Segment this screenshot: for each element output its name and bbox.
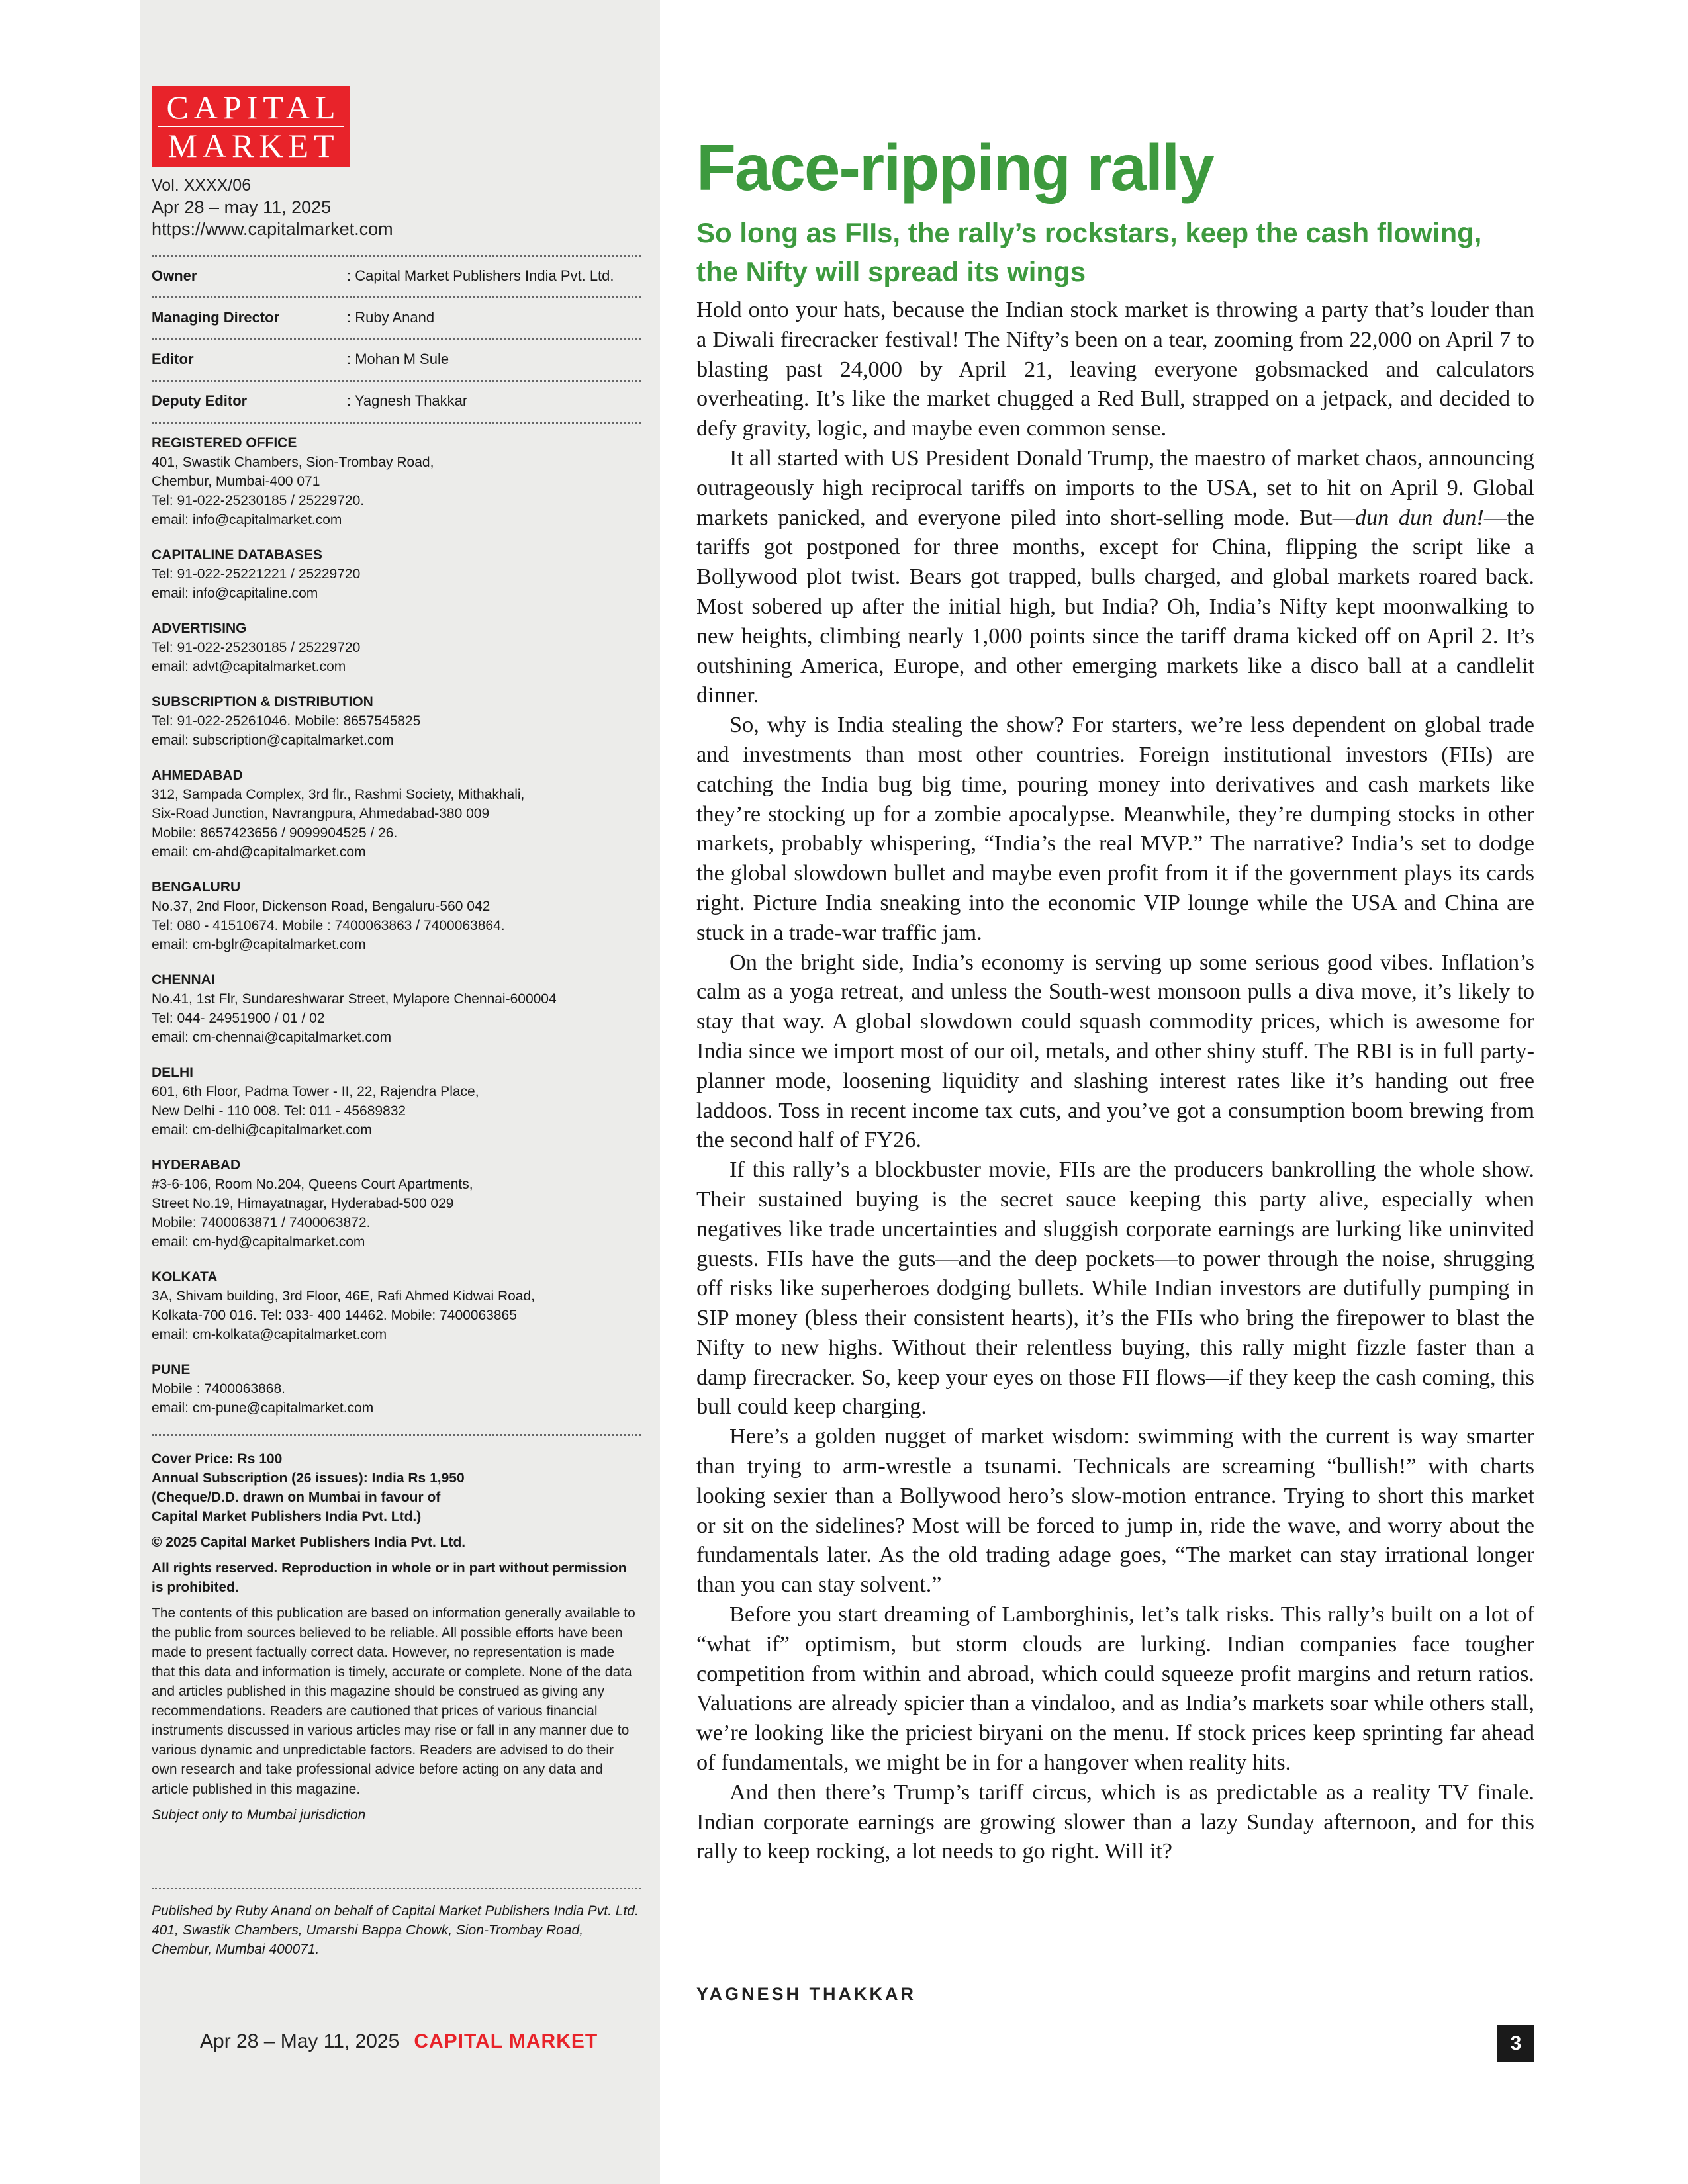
office-ahmedabad xyxy=(152,766,641,862)
office-name: SUBSCRIPTION & DISTRIBUTION xyxy=(152,694,373,709)
staff-list xyxy=(152,255,641,424)
cheque-note-2: Capital Market Publishers India Pvt. Ltd.) xyxy=(152,1509,422,1524)
office-email[interactable]: email: cm-hyd@capitalmarket.com xyxy=(152,1234,365,1250)
office-email[interactable]: email: cm-kolkata@capitalmarket.com xyxy=(152,1327,387,1342)
staff-role: Owner xyxy=(152,267,197,284)
office-line: No.41, 1st Flr, Sundareshwarar Street, Mylapore Chennai-600004 xyxy=(152,991,557,1007)
office-name: KOLKATA xyxy=(152,1269,218,1285)
office-name: CHENNAI xyxy=(152,972,215,987)
office-line: Tel: 044- 24951900 / 01 / 02 xyxy=(152,1011,325,1026)
office-capitaline xyxy=(152,545,641,603)
office-line: Tel: 91-022-25221221 / 25229720 xyxy=(152,567,361,582)
office-bengaluru xyxy=(152,878,641,954)
office-line: 401, Swastik Chambers, Sion-Trombay Road, xyxy=(152,455,434,470)
staff-role: Deputy Editor xyxy=(152,392,248,409)
office-name: REGISTERED OFFICE xyxy=(152,435,297,451)
staff-name: : Mohan M Sule xyxy=(347,351,449,367)
office-line: 312, Sampada Complex, 3rd flr., Rashmi Society, Mithakhali, xyxy=(152,787,525,802)
footer-brand: CAPITAL MARKET xyxy=(414,2030,598,2052)
office-subscription xyxy=(152,692,641,750)
footer-left xyxy=(200,2030,598,2053)
office-directory xyxy=(152,433,641,1433)
disclaimer: The contents of this publication are based on information generally available to the public from sources believed to be reliable. All possible efforts have been made to present factually correct data. However, no representation is made that this data and information is timely, accurate or complete. None of the data and articles published in this magazine should be construed as giving any recommendations. Readers are cautioned that prices of various financial instruments discussed in various articles may rise or fall in any manner due to various dynamic and unpredictable factors. Readers are advised to do their own research and take professional advice before acting on any data and article published in this magazine. xyxy=(152,1606,635,1797)
office-name: PUNE xyxy=(152,1362,191,1377)
office-name: HYDERABAD xyxy=(152,1158,241,1173)
office-email[interactable]: email: subscription@capitalmarket.com xyxy=(152,733,394,748)
office-email[interactable]: email: cm-delhi@capitalmarket.com xyxy=(152,1122,372,1138)
copyright: © 2025 Capital Market Publishers India Pvt. Ltd. xyxy=(152,1535,466,1550)
article-paragraph: And then there’s Trump’s tariff circus, which is as predictable as a reality TV finale. Indian corporate earnings are growing slower than a lazy Sunday afternoon, and for this rally to keep rocking, a lot needs to go right. Will it? xyxy=(696,1779,1534,1864)
issue-info xyxy=(152,175,393,240)
cover-price: Cover Price: Rs 100 xyxy=(152,1451,283,1467)
article-headline: Face-ripping rally xyxy=(696,131,1213,204)
office-email[interactable]: email: info@capitaline.com xyxy=(152,586,318,601)
staff-row-deputy-editor xyxy=(152,380,641,424)
rights-notice: All rights reserved. Reproduction in whole or in part without permission is prohibited. xyxy=(152,1561,627,1595)
staff-name: : Ruby Anand xyxy=(347,309,435,326)
deck-line-1: So long as FIIs, the rally’s rockstars, keep the cash flowing, xyxy=(696,217,1482,248)
author-byline: YAGNESH THAKKAR xyxy=(696,1984,917,2004)
office-line: Tel: 91-022-25261046. Mobile: 8657545825 xyxy=(152,713,421,729)
office-line: Street No.19, Himayatnagar, Hyderabad-500 029 xyxy=(152,1196,454,1211)
staff-row-owner xyxy=(152,255,641,296)
office-line: Mobile: 7400063871 / 7400063872. xyxy=(152,1215,371,1230)
staff-name: : Yagnesh Thakkar xyxy=(347,392,468,409)
office-email[interactable]: email: info@capitalmarket.com xyxy=(152,512,342,527)
annual-subscription: Annual Subscription (26 issues): India Rs 1,950 xyxy=(152,1471,465,1486)
office-line: #3-6-106, Room No.204, Queens Court Apartments, xyxy=(152,1177,473,1192)
volume-number: Vol. XXXX/06 xyxy=(152,176,252,195)
footer-date: Apr 28 – May 11, 2025 xyxy=(200,2030,400,2052)
office-line: 3A, Shivam building, 3rd Floor, 46E, Rafi Ahmed Kidwai Road, xyxy=(152,1289,535,1304)
office-line: Tel: 91-022-25230185 / 25229720 xyxy=(152,640,361,655)
office-hyderabad xyxy=(152,1156,641,1251)
office-name: DELHI xyxy=(152,1065,193,1080)
paragraph-text: It all started with US President Donald Trump, the maestro of market chaos, announcing outrageously high reciprocal tariffs on imports to the USA, set to hit on April 9. Global markets panicked, and everyone piled into short-selling mode. But— xyxy=(696,445,1534,530)
office-line: 601, 6th Floor, Padma Tower - II, 22, Rajendra Place, xyxy=(152,1084,479,1099)
website-link[interactable]: https://www.capitalmarket.com xyxy=(152,219,393,239)
article-paragraph: Before you start dreaming of Lamborghinis, let’s talk risks. This rally’s built on a lot of “what if” optimism, but storm clouds are lurking. Indian companies face tougher competition from within and abroad, which could squeeze profit margins and return ratios. Valuations are already spicier than a vindaloo, and as India’s markets soar while others stall, we’re looking like the priciest biryani on the menu. If stock prices keep sprinting far ahead of fundamentals, we might be in for a hangover when reality hits. xyxy=(696,1602,1534,1776)
article-paragraph: Here’s a golden nugget of market wisdom: swimming with the current is way smarter than trying to arm-wrestle a tsunami. Technicals are screaming “bullish!” with charts looking sexier than a Bollywood hero’s slow-motion entrance. Trying to short this market or sit on the sidelines? Most will be forced to jump in, ride the wave, and worry about the fundamentals later. As the old trading adage goes, “The market can stay irrational longer than you can stay solvent.” xyxy=(696,1424,1534,1598)
article-body xyxy=(696,295,1534,1866)
office-email[interactable]: email: cm-ahd@capitalmarket.com xyxy=(152,844,366,860)
office-line: Tel: 080 - 41510674. Mobile : 7400063863 / 7400063864. xyxy=(152,918,505,933)
capital-market-logo xyxy=(152,86,350,167)
cheque-note: (Cheque/D.D. drawn on Mumbai in favour of xyxy=(152,1490,441,1505)
office-chennai xyxy=(152,970,641,1047)
article-paragraph: So, why is India stealing the show? For starters, we’re less dependent on global trade and investments than most other countries. Foreign institutional investors (FIIs) are catching the India bug big time, pouring money into derivatives and cash markets like they’re stocking up for a zombie apocalypse. Meanwhile, they’re dumping stocks in other markets, probably whispering, “India’s the real MVP.” The narrative? India’s set to dodge the global slowdown bullet and maybe even profit from it if the government plays its cards right. Picture India sneaking into the economic VIP lounge while the USA and China are stuck in a trade-war traffic jam. xyxy=(696,712,1534,945)
office-line: Mobile : 7400063868. xyxy=(152,1381,285,1396)
office-advertising xyxy=(152,619,641,676)
office-name: CAPITALINE DATABASES xyxy=(152,547,322,563)
staff-row-managing-director xyxy=(152,296,641,338)
logo-word-capital: CAPITAL xyxy=(166,89,341,126)
office-email[interactable]: email: advt@capitalmarket.com xyxy=(152,659,346,674)
logo-word-market: MARKET xyxy=(167,127,340,164)
deck-line-2: the Nifty will spread its wings xyxy=(696,256,1086,287)
article-paragraph: If this rally’s a blockbuster movie, FIIs are the producers bankrolling the whole show. Their sustained buying is the secret sauce keeping this party alive, especially when negatives like trade uncertainties and sluggish corporate earnings are lurking like uninvited guests. FIIs have the guts—and the deep pockets—to power through the noise, shrugging off risks like superheroes dodging bullets. While Indian investors are dutifully pumping in SIP money (bless their consistent hearts), it’s the FIIs who bring the firepower to blast the Nifty to new highs. Without their relentless buying, this rally might fizzle faster than a damp firecracker. So, keep your eyes on those FII flows—if they keep the cash coming, this bull could keep charging. xyxy=(696,1157,1534,1420)
staff-row-editor xyxy=(152,338,641,380)
emphasis-text: dun dun dun! xyxy=(1354,504,1484,530)
office-line: Chembur, Mumbai-400 071 xyxy=(152,474,320,489)
article-paragraph: On the bright side, India’s economy is serving up some serious good vibes. Inflation’s calm as a yoga retreat, and unless the South-west monsoon pulls a diva move, it’s likely to stay that way. A global slowdown could squash commodity prices, which is awesome for India since we import most of our oil, metals, and other shiny stuff. The RBI is in full party-planner mode, loosening liquidity and slashing interest rates like it’s handing out free laddoos. Toss in recent income tax cuts, and you’ve got a consumption boom brewing from the second half of FY26. xyxy=(696,949,1534,1153)
office-name: BENGALURU xyxy=(152,880,241,895)
office-line: Six-Road Junction, Navrangpura, Ahmedabad-380 009 xyxy=(152,806,490,821)
office-email[interactable]: email: cm-pune@capitalmarket.com xyxy=(152,1400,374,1416)
office-line: Mobile: 8657423656 / 9099904525 / 26. xyxy=(152,825,398,841)
office-email[interactable]: email: cm-chennai@capitalmarket.com xyxy=(152,1030,392,1045)
office-line: Kolkata-700 016. Tel: 033- 400 14462. Mobile: 7400063865 xyxy=(152,1308,517,1323)
office-delhi xyxy=(152,1063,641,1140)
office-email[interactable]: email: cm-bglr@capitalmarket.com xyxy=(152,937,366,952)
office-registered xyxy=(152,433,641,529)
office-pune xyxy=(152,1360,641,1418)
office-line: New Delhi - 110 008. Tel: 011 - 45689832 xyxy=(152,1103,406,1118)
pricing-block xyxy=(152,1434,641,1825)
issue-date: Apr 28 – may 11, 2025 xyxy=(152,197,332,217)
paragraph-text: —the tariffs got postponed for three months, except for China, flipping the script like a Bollywood plot twist. Bears got trapped, bulls charged, and global markets roared back. Most sobered up after the initial high, but India? Oh, India’s Nifty kept moonwalking to new heights, climbing nearly 1,000 points since the tariff drama kicked off on April 2. It’s outshining America, Europe, and other emerging markets like a disco ball at a candlelit dinner. xyxy=(696,504,1535,708)
office-name: AHMEDABAD xyxy=(152,768,243,783)
staff-name: : Capital Market Publishers India Pvt. Ltd. xyxy=(347,267,614,284)
jurisdiction: Subject only to Mumbai jurisdiction xyxy=(152,1807,366,1823)
page-number: 3 xyxy=(1497,2025,1534,2062)
office-kolkata xyxy=(152,1267,641,1344)
article-paragraph: Hold onto your hats, because the Indian stock market is throwing a party that’s louder than a Diwali firecracker festival! The Nifty’s been on a tear, zooming from 22,000 on April 7 to blasting past 24,000 by April 21, leaving everyone gobsmacked and calculators overheating. It’s like the market chugged a Red Bull, strapped on a jetpack, and decided to defy gravity, logic, and maybe even common sense. xyxy=(696,297,1534,441)
office-line: Tel: 91-022-25230185 / 25229720. xyxy=(152,493,365,508)
publisher-note: Published by Ruby Anand on behalf of Capital Market Publishers India Pvt. Ltd. 401, Swastik Chambers, Umarshi Bappa Chowk, Sion-Trombay Road, Chembur, Mumbai 400071. xyxy=(152,1888,641,1959)
staff-role: Managing Director xyxy=(152,309,280,326)
office-line: No.37, 2nd Floor, Dickenson Road, Bengaluru-560 042 xyxy=(152,899,491,914)
article-deck xyxy=(696,213,1530,291)
article-paragraph xyxy=(696,443,1534,710)
staff-role: Editor xyxy=(152,351,194,367)
office-name: ADVERTISING xyxy=(152,621,247,636)
